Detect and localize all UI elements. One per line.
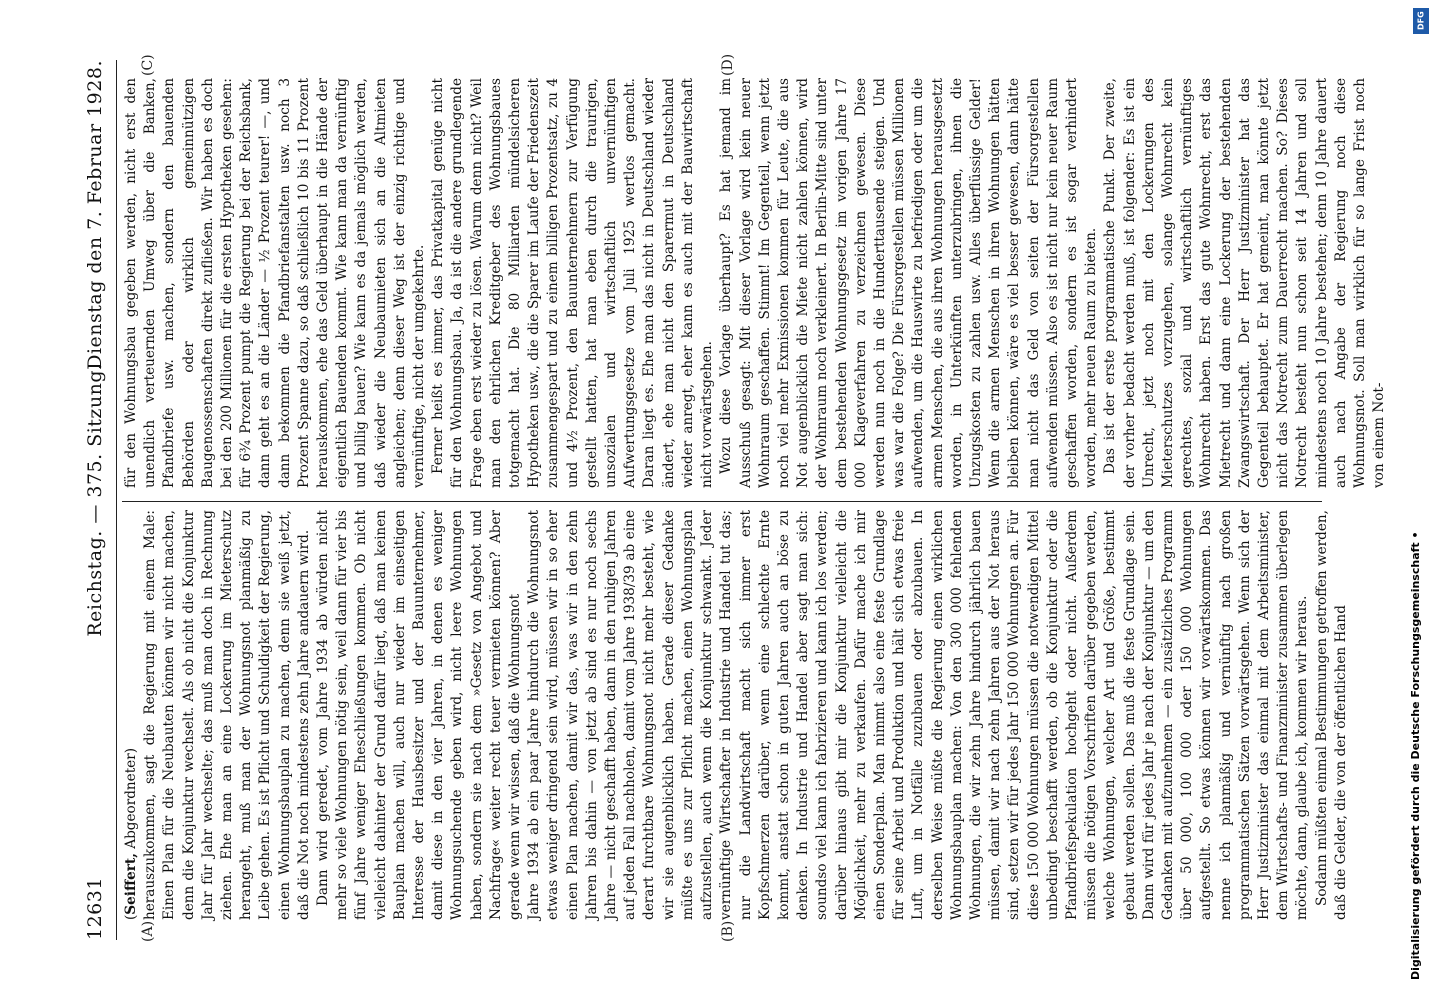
left-column [122,510,1349,920]
right-column [122,78,1388,488]
page-header [84,60,120,940]
paragraph: Ferner heißt es immer, das Privatkapital genüge nicht für den Wohnungsbau. Ja, da ist die andere grundlegende Frage eben erst wieder zu lösen. Warum denn nicht? Weil man den ehrlichen Kreditgeber des Wohnungsbaues totgemacht hat. Die 80 Milliarden mündelsicheren Hypotheken usw., die die Sparer im Laufe der Friedenszeit zusammengespart und zu einem billigen Prozentsatz, zu 4 und 4½ Prozent, den Bauunternehmern zur Verfügung gestellt hatten, hat man eben durch die traurigen, unsozialen und wirtschaftlich unvernünftigen Aufwertungsgesetze vom Juli 1925 wertlos gemacht. Daran liegt es. Ehe man das nicht in Deutschland wieder ändert, ehe man nicht den Sparermut in Deutschland wieder anregt, eher kann es auch mit der Bauwirtschaft nicht vorwärtsgehen. [430,78,716,488]
speaker-line: (Seiffert, Abgeordneter) [123,747,139,920]
session-title: Reichstag. — 375. Sitzung. [84,363,106,637]
dfg-sidebar [1406,0,1432,1000]
session-date: Dienstag den 7. Februar 1928. [84,60,106,370]
paragraph: Sodann müßten einmal Bestimmungen getroffen werden, daß die Gelder, die von der öffentlichen Hand [1313,510,1349,920]
paragraph: für den Wohnungsbau gegeben werden, nicht erst den unendlich verteuernden Umweg über die Banken, Pfandbriefe usw. machen, sondern den bauenden Behörden oder wirklich gemeinnützigen Baugenossenschaften direkt zufließen. Wir haben es doch bei den 200 Millionen für die ersten Hypotheken gesehen: für 6¾ Prozent pumpt die Regierung bei der Reichsbank, dann geht es an die Länder — ½ Prozent teurer! —, und dann bekommen die Pfandbriefanstalten usw. noch 3 Prozent Spanne dazu, so daß schließlich 10 bis 11 Prozent herauskommen, ehe das Geld überhaupt in die Hände der eigentlich Bauenden kommt. Wie kann man da vernünftig und billig bauen? Wie kann es da jemals möglich werden, daß wieder die Neubaumieten sich an die Altmieten angleichen; denn dieser Weg ist der einzig richtige und vernünftige, nicht der umgekehrte. [123,78,428,488]
header-rule [116,60,117,940]
margin-mark-c: (C) [140,54,156,76]
dfg-logo: DFG [1413,8,1429,34]
speaker-name: Seiffert, [123,853,139,915]
margin-mark-d: (D) [720,53,736,76]
page-number: 12631 [84,877,106,940]
dfg-credit: Digitalisierung gefördert durch die Deutsche Forschungsgemeinschaft • [1409,531,1422,980]
margin-mark-b: (B) [720,920,736,942]
paragraph: Das ist der erste programmatische Punkt. Der zweite, der vorher bedacht werden muß, ist folgender: Es ist ein Unrecht, jetzt noch mit den Lockerungen des Mieterschutzes vorzugehen, solange Wohnrecht kein gerechtes, sozial und wirtschaftlich vernünftiges Wohnrecht haben. Erst das gute Wohnrecht, erst das Mietrecht und dann eine Lockerung der bestehenden Zwangswirtschaft. Der Herr Justizminister hat das Gegenteil behauptet. Er hat gemeint, man könnte jetzt nicht das Notrecht zum Dauerrecht machen. So? Dieses Notrecht besteht nun schon seit 14 Jahren und soll mindestens noch 10 Jahre bestehen; denn 10 Jahre dauert auch nach Angabe der Regierung noch diese Wohnungsnot. Soll man wirklich für so lange Frist noch von einem Not- [1102,78,1388,488]
speaker-role: Abgeordneter) [123,747,139,849]
margin-mark-a: (A) [140,920,156,942]
paragraph: Wozu diese Vorlage überhaupt? Es hat jemand im Ausschuß gesagt: Mit dieser Vorlage wird kein neuer Wohnraum geschaffen. Stimmt! Im Gegenteil, wenn jetzt noch viel mehr Exmissionen kommen für Leute, die aus Not augenblicklich die Miete nicht zahlen können, wird der Wohnraum noch verkleinert. In Berlin-Mitte sind unter dem bestehenden Wohnungsgesetz im vorigen Jahre 17 000 Klageverfahren zu verzeichnen gewesen. Diese werden nun noch in die Hunderttausende steigen. Und was war die Folge? Die Fürsorgestellen müssen Millionen aufwenden, um die Hauswirte zu befriedigen oder um die armen Menschen, die aus ihren Wohnungen herausgesetzt worden, in Unterkünften unterzubringen, ihnen die Unzugskosten zu zahlen usw. Alles überflüssige Gelder! Wenn die armen Menschen in ihren Wohnungen hätten bleiben können, wäre es viel besser gewesen, dann hätte man nicht das Geld von seiten der Fürsorgestellen aufwenden müssen. Also es ist nicht nur kein neuer Raum geschaffen worden, sondern es ist sogar verhindert worden, mehr neuen Raum zu bieten. [718,78,1100,488]
paragraph: Dann wird geredet, vom Jahre 1934 ab würden nicht mehr so viele Wohnungen nötig sein, weil dann für vier bis fünf Jahre weniger Eheschließungen kommen. Ob nicht vielleicht dahinter der Grund dafür liegt, daß man keinen Bauplan machen will, auch nur wieder im einseitigen Interesse der Hausbesitzer und der Bauunternehmer, damit diese in den vier Jahren, in denen es weniger Wohnungsuchende geben wird, nicht leere Wohnungen haben, sondern sie nach dem »Gesetz von Angebot und Nachfrage« weiter recht teuer vermieten können? Aber gerade wenn wir wissen, daß die Wohnungsnot [315,510,524,920]
paragraph: Jahre 1934 ab ein paar Jahre hindurch die Wohnungsnot etwas weniger dringend sein wird, müssen wir in so eher einen Plan machen, damit wir das, was wir in den zehn Jahren bis dahin — von jetzt ab sind es nur noch sechs Jahre — nicht geschafft haben, dann in den ruhigen Jahren auf jeden Fall nachholen, damit vom Jahre 1938/39 ab eine derart furchtbare Wohnungsnot nicht mehr besteht, wie wir sie augenblicklich haben. Gerade dieser Gedanke müßte es uns zur Pflicht machen, einen Wohnungsplan aufzustellen, auch wenn die Konjunktur schwankt. Jeder vernünftige Wirtschafter in Industrie und Handel tut das; nur die Landwirtschaft macht sich immer erst Kopfschmerzen darüber, wenn eine schlechte Ernte kommt, anstatt schon in guten Jahren auch an böse zu denken. In Industrie und Handel aber sagt man sich: soundso viel kann ich fabrizieren und kann ich los werden; darüber hinaus gibt mir die Konjunktur vielleicht die Möglichkeit, mehr zu verkaufen. Dafür mache ich mir einen Sonderplan. Man nimmt also eine feste Grundlage für seine Arbeit und Produktion und hält sich etwas freie Luft, um in Notfälle zuzubauen oder abzubauen. In derselben Weise müßte die Regierung einen wirklichen Wohnungsbauplan machen: Von den 300 000 fehlenden Wohnungen, die wir zehn Jahre hindurch jährlich bauen müssen, damit wir nach zehn Jahren aus der Not heraus sind, setzen wir für jedes Jahr 150 000 Wohnungen an. Für diese 150 000 Wohnungen müssen die notwendigen Mittel unbedingt beschafft werden, ob die Konjunktur oder die Pfandbriefspekulation hochgeht oder nicht. Außerdem müssen die nötigen Vorschriften darüber gegeben werden, welche Wohnungen, welcher Art und Größe, bestimmt gebaut werden sollen. Das muß die feste Grundlage sein. Dann wird für jedes Jahr je nach der Konjunktur — um den Gedanken mit aufzunehmen — ein zusätzliches Programm über 50 000, 100 000 oder 150 000 Wohnungen aufgestellt. So etwas können wir vorwärtskommen. Das nenne ich planmäßig und vernünftig nach großen programmatischen Sätzen vorwärtsgehen. Wenn sich der Herr Justizminister das einmal mit dem Arbeitsminister, dem Wirtschafts- und Finanzminister zusammen überlegen möchte, dann, glaube ich, kommen wir heraus. [526,510,1311,920]
column-rule [122,501,1322,502]
paragraph: herauszukommen, sagt die Regierung mit einem Male: Einen Plan für die Neubauten können wir nicht machen, denn die Konjunktur wechselt. Als ob nicht die Konjunktur Jahr für Jahr wechselte; das muß man doch in Rechnung ziehen. Ehe man an eine Lockerung im Mieterschutz herangeht, muß man der Wohnungsnot planmäßig zu Leibe gehen. Es ist Pflicht und Schuldigkeit der Regierung, einen Wohnungsbauplan zu machen, denn sie weiß jetzt, daß die Not noch mindestens zehn Jahre andauern wird. [142,510,312,920]
